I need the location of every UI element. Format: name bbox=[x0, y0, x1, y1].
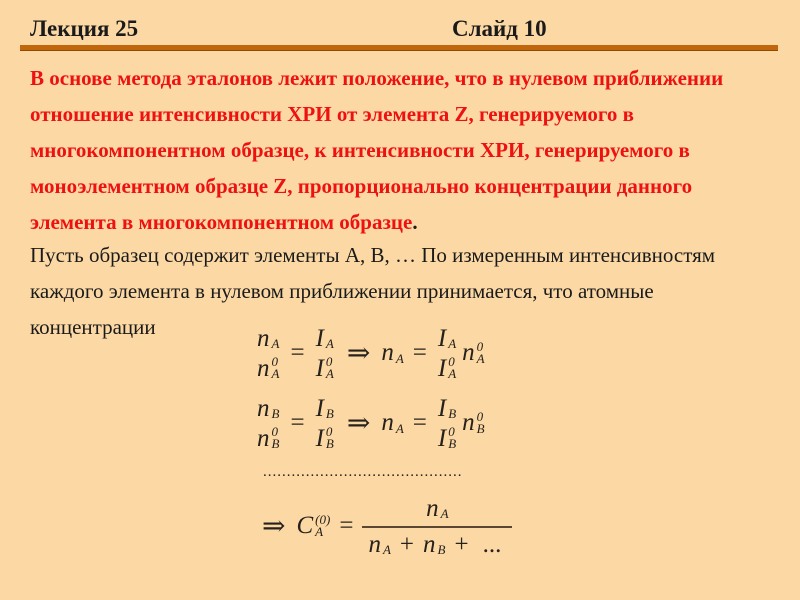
equation-ratio-a bbox=[253, 318, 514, 388]
body-line-3: концентрации bbox=[30, 315, 156, 339]
variable: n 0 B bbox=[462, 409, 485, 436]
intro-line-4: моноэлементном образце Z, пропорционально концентрации данного bbox=[30, 174, 693, 198]
variable: I 0 A bbox=[315, 354, 334, 382]
intro-line-5-text: элемента в многокомпонентном образце bbox=[30, 210, 413, 234]
variable: I B bbox=[437, 394, 457, 422]
variable: n B bbox=[257, 394, 280, 422]
operator: = bbox=[290, 409, 305, 436]
fraction bbox=[255, 396, 281, 451]
variable: I A bbox=[437, 324, 457, 352]
body-line-1: Пусть образец содержит элементы А, В, … По измеренным интенсивностям bbox=[30, 243, 716, 267]
implies-arrow-icon: ⇒ bbox=[262, 511, 286, 542]
fraction bbox=[436, 396, 458, 451]
variable: n A bbox=[381, 339, 404, 366]
operator: = bbox=[339, 512, 354, 539]
fraction bbox=[255, 326, 281, 381]
slide-number-label: Слайд 10 bbox=[452, 16, 547, 41]
implies-arrow-icon: ⇒ bbox=[346, 408, 371, 439]
implies-arrow-icon: ⇒ bbox=[346, 338, 371, 369]
operator: = bbox=[412, 409, 427, 436]
operator: = bbox=[412, 339, 427, 366]
operator: + bbox=[399, 530, 414, 558]
intro-line-2: отношение интенсивности ХРИ от элемента Z, генерируемого в bbox=[30, 102, 634, 126]
variable: n 0 B bbox=[257, 424, 280, 452]
operator: = bbox=[290, 339, 305, 366]
variable: I 0 B bbox=[437, 424, 457, 452]
intro-line-1: В основе метода эталонов лежит положение, что в нулевом приближении bbox=[30, 66, 724, 90]
lecture-number-label: Лекция 25 bbox=[30, 16, 139, 41]
operator: ... bbox=[482, 530, 502, 558]
ellipsis-dots-line: .......................................... bbox=[263, 463, 463, 480]
fraction bbox=[314, 396, 336, 451]
body-line-2: каждого элемента в нулевом приближении принимается, что атомные bbox=[30, 279, 654, 303]
variable: I A bbox=[315, 324, 334, 352]
header-divider-rule bbox=[20, 45, 778, 51]
variable: n A bbox=[368, 530, 391, 558]
equation-concentration bbox=[253, 490, 514, 562]
equations-block bbox=[253, 318, 514, 562]
variable: n A bbox=[257, 324, 280, 352]
intro-line-3: многокомпонентном образце, к интенсивности ХРИ, генерируемого в bbox=[30, 138, 690, 162]
variable: C (0) A bbox=[296, 512, 331, 539]
variable: n A bbox=[381, 409, 404, 436]
intro-paragraph bbox=[30, 60, 790, 240]
variable: n A bbox=[426, 494, 449, 522]
fraction bbox=[436, 326, 458, 381]
operator: + bbox=[454, 530, 469, 558]
variable: n B bbox=[423, 530, 446, 558]
variable: I 0 A bbox=[437, 354, 457, 382]
equation-ratio-b bbox=[253, 388, 514, 458]
variable: n 0 A bbox=[462, 339, 485, 366]
variable: I B bbox=[315, 394, 334, 422]
sentence-period: . bbox=[412, 210, 418, 234]
variable: n 0 A bbox=[257, 354, 280, 382]
fraction bbox=[362, 496, 512, 557]
fraction bbox=[314, 326, 336, 381]
intro-line-5 bbox=[30, 204, 790, 240]
variable: I 0 B bbox=[315, 424, 334, 452]
